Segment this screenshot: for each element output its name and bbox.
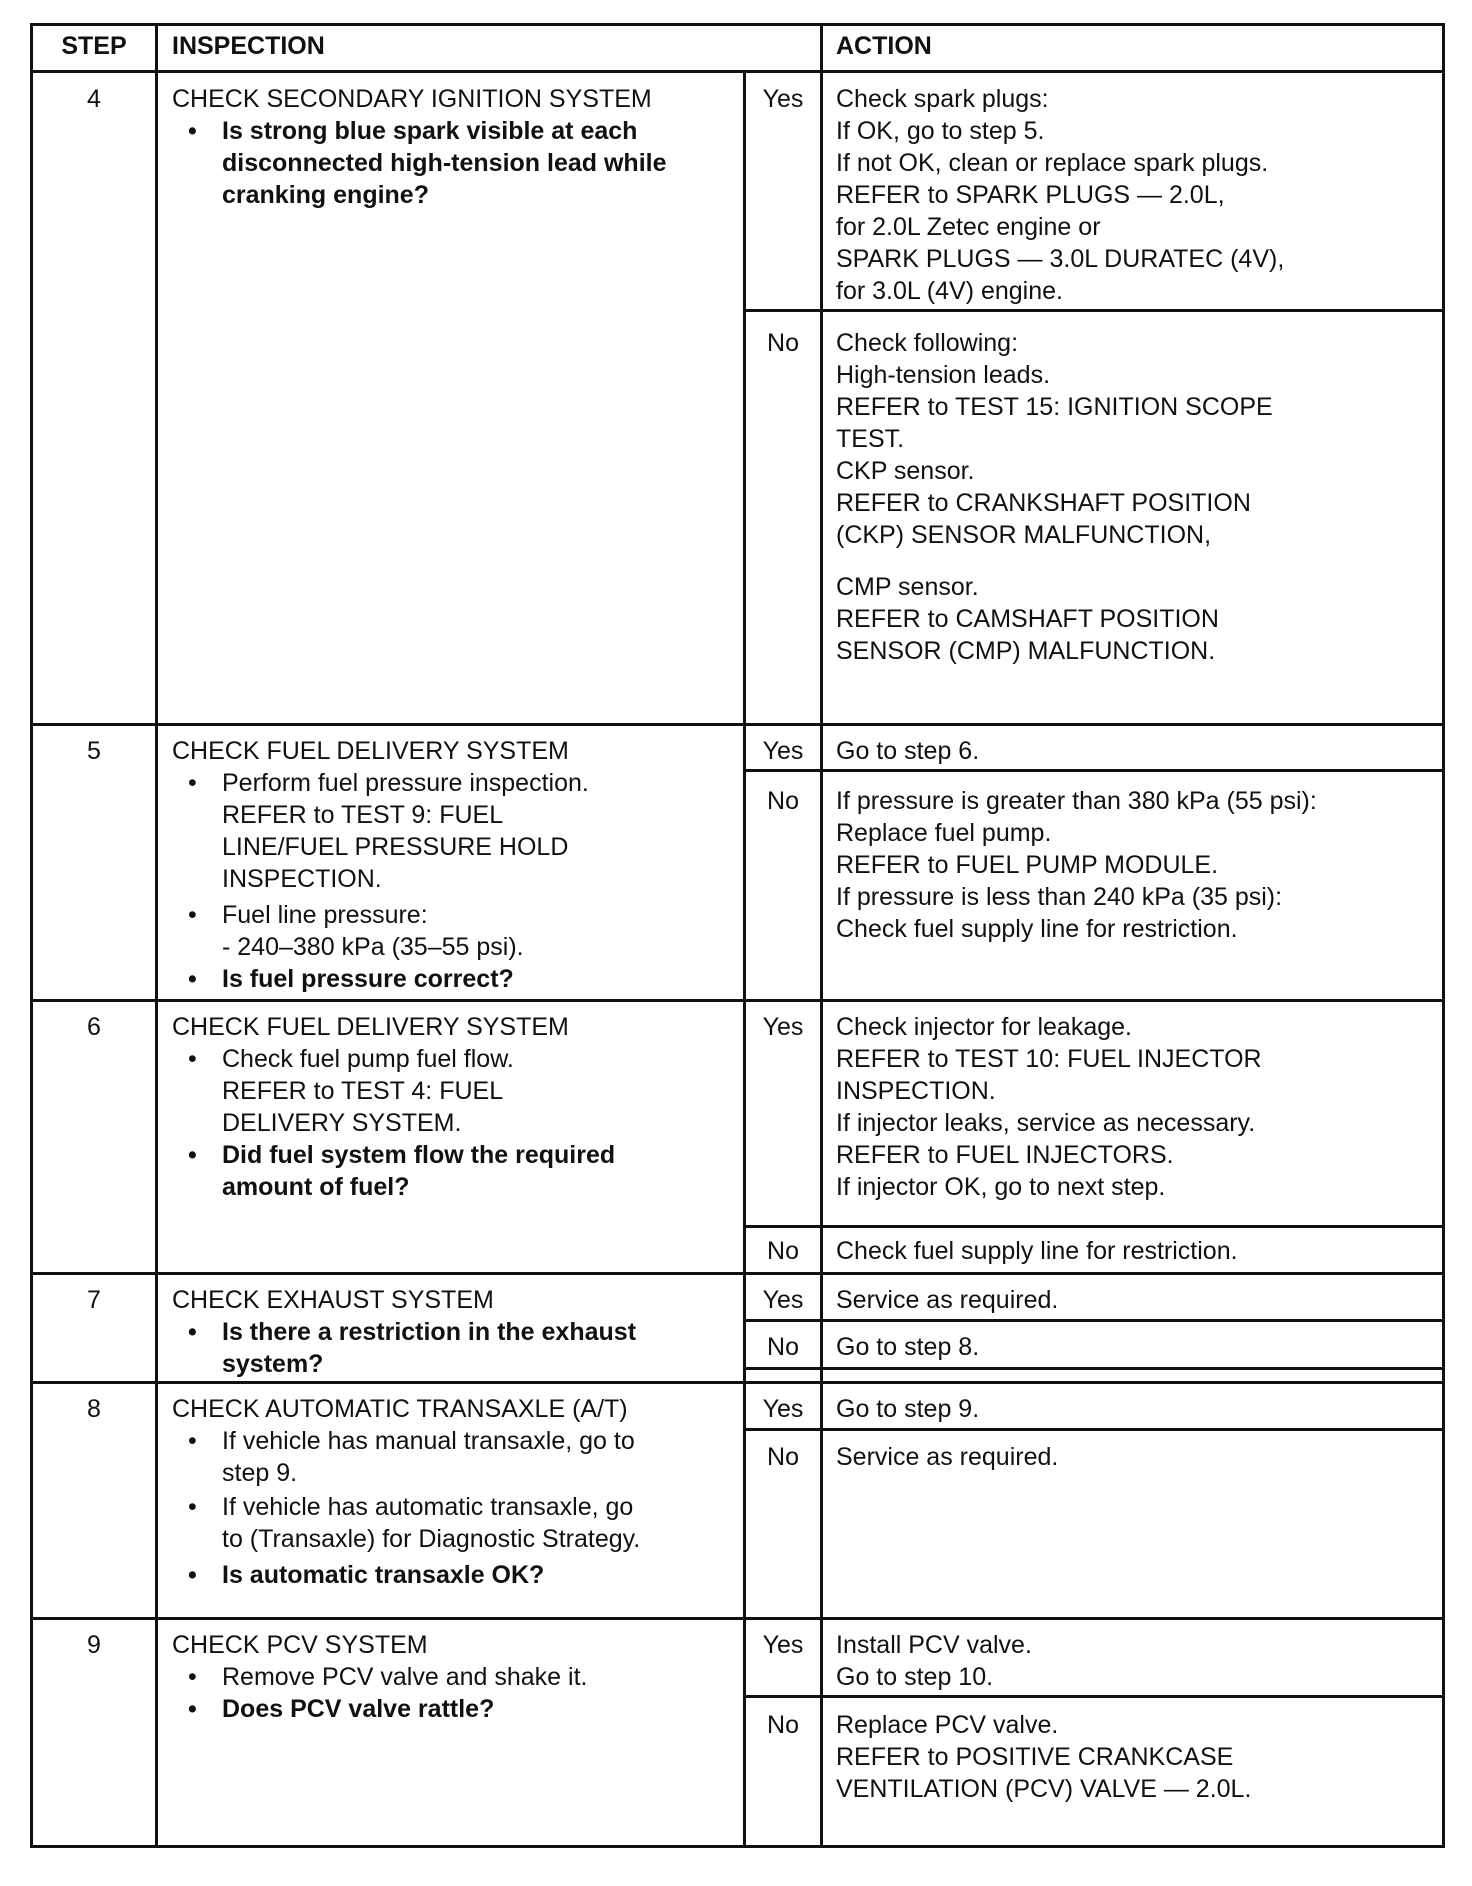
header-inspection: INSPECTION <box>172 32 325 60</box>
table-border-left <box>30 23 33 1848</box>
yes-action: Service as required. <box>836 1286 1059 1314</box>
no-action: Replace PCV valve. REFER to POSITIVE CRANKCASE VENTILATION (PCV) VALVE — 2.0L. <box>836 1711 1252 1803</box>
inspection-question: • Does PCV valve rattle? <box>172 1693 737 1725</box>
table-border-bottom <box>30 1845 1445 1848</box>
inspection-question: • Did fuel system flow the required amount of fuel? <box>172 1139 737 1203</box>
step-number: 9 <box>87 1631 101 1659</box>
inspection-question: • Is automatic transaxle OK? <box>172 1559 737 1591</box>
no-action: Service as required. <box>836 1443 1059 1471</box>
yn-divider-5 <box>743 769 1445 772</box>
yes-label: Yes <box>762 1286 804 1314</box>
inspection-title: CHECK SECONDARY IGNITION SYSTEM <box>172 85 652 113</box>
inspection-item: • Fuel line pressure: <box>172 899 737 931</box>
row-divider-5-6 <box>30 999 1445 1002</box>
no-label: No <box>767 329 799 357</box>
diagnostic-table <box>30 23 1445 1848</box>
inspection-question: • Is there a restriction in the exhaust system? <box>172 1316 737 1380</box>
yn-divider-7 <box>743 1319 1445 1322</box>
no-action-cont: CMP sensor. REFER to CAMSHAFT POSITION SENSOR (CMP) MALFUNCTION. <box>836 573 1219 665</box>
step-number: 5 <box>87 737 101 765</box>
no-label: No <box>767 1711 799 1739</box>
yn-divider-6 <box>743 1225 1445 1228</box>
inspection-item: • If vehicle has automatic transaxle, go to (Transaxle) for Diagnostic Strategy. <box>172 1491 737 1555</box>
yes-label: Yes <box>762 1013 804 1041</box>
row-divider-8-9 <box>30 1617 1445 1620</box>
yes-action: Check spark plugs: If OK, go to step 5. If not OK, clean or replace spark plugs. REFER to SPARK PLUGS — 2.0L, for 2.0L Zetec engine or SPARK PLUGS — 3.0L DURATEC (4V), for 3.0L (4V) engine. <box>836 85 1285 305</box>
inspection-title: CHECK PCV SYSTEM <box>172 1631 428 1659</box>
inspection-title: CHECK AUTOMATIC TRANSAXLE (A/T) <box>172 1395 628 1423</box>
step-number: 7 <box>87 1286 101 1314</box>
no-action: Go to step 8. <box>836 1333 980 1361</box>
inspection-title: CHECK FUEL DELIVERY SYSTEM <box>172 1013 569 1041</box>
inspection-subitem: - 240–380 kPa (35–55 psi). <box>222 933 524 961</box>
row-divider-7-8 <box>30 1381 1445 1384</box>
col-divider-step <box>155 23 158 1848</box>
no-label: No <box>767 1443 799 1471</box>
row-divider-4-5 <box>30 723 1445 726</box>
step-number: 4 <box>87 85 101 113</box>
no-action: If pressure is greater than 380 kPa (55 psi): Replace fuel pump. REFER to FUEL PUMP MODULE. If pressure is less than 240 kPa (35 psi): Check fuel supply line for restriction. <box>836 787 1317 943</box>
yn-divider-9 <box>743 1695 1445 1698</box>
col-divider-action <box>820 23 823 1848</box>
yes-label: Yes <box>762 1395 804 1423</box>
no-label: No <box>767 1237 799 1265</box>
step-number: 8 <box>87 1395 101 1423</box>
yes-label: Yes <box>762 1631 804 1659</box>
inspection-item: • Check fuel pump fuel flow. REFER to TEST 4: FUEL DELIVERY SYSTEM. <box>172 1043 737 1139</box>
yes-action: Go to step 6. <box>836 737 980 765</box>
yes-action: Go to step 9. <box>836 1395 980 1423</box>
yn-divider-4 <box>743 309 1445 312</box>
inspection-item: • If vehicle has manual transaxle, go to step 9. <box>172 1425 737 1489</box>
yes-label: Yes <box>762 737 804 765</box>
no-action: Check following: High-tension leads. REFER to TEST 15: IGNITION SCOPE TEST. CKP sensor. REFER to CRANKSHAFT POSITION (CKP) SENSOR MALFUNCTION, <box>836 329 1273 549</box>
yes-action: Check injector for leakage. REFER to TEST 10: FUEL INJECTOR INSPECTION. If injector leaks, service as necessary. REFER to FUEL INJECTORS. If injector OK, go to next step. <box>836 1013 1262 1201</box>
no-label: No <box>767 1333 799 1361</box>
inspection-title: CHECK EXHAUST SYSTEM <box>172 1286 494 1314</box>
yn-divider-7b <box>743 1367 1445 1370</box>
inspection-item: • Remove PCV valve and shake it. <box>172 1661 737 1693</box>
yes-label: Yes <box>762 85 804 113</box>
step-number: 6 <box>87 1013 101 1041</box>
table-border-right <box>1442 23 1445 1848</box>
yn-divider-8 <box>743 1428 1445 1431</box>
no-action: Check fuel supply line for restriction. <box>836 1237 1238 1265</box>
inspection-question: • Is strong blue spark visible at each disconnected high-tension lead while cranking engine? <box>172 115 737 211</box>
inspection-title: CHECK FUEL DELIVERY SYSTEM <box>172 737 569 765</box>
row-divider-header <box>30 70 1445 73</box>
no-label: No <box>767 787 799 815</box>
header-step: STEP <box>61 32 127 60</box>
inspection-question: • Is fuel pressure correct? <box>172 963 737 995</box>
inspection-item: • Perform fuel pressure inspection. REFER to TEST 9: FUEL LINE/FUEL PRESSURE HOLD INSPECTION. <box>172 767 737 895</box>
yes-action: Install PCV valve. Go to step 10. <box>836 1631 1032 1691</box>
header-action: ACTION <box>836 32 932 60</box>
row-divider-6-7 <box>30 1272 1445 1275</box>
table-border-top <box>30 23 1445 26</box>
